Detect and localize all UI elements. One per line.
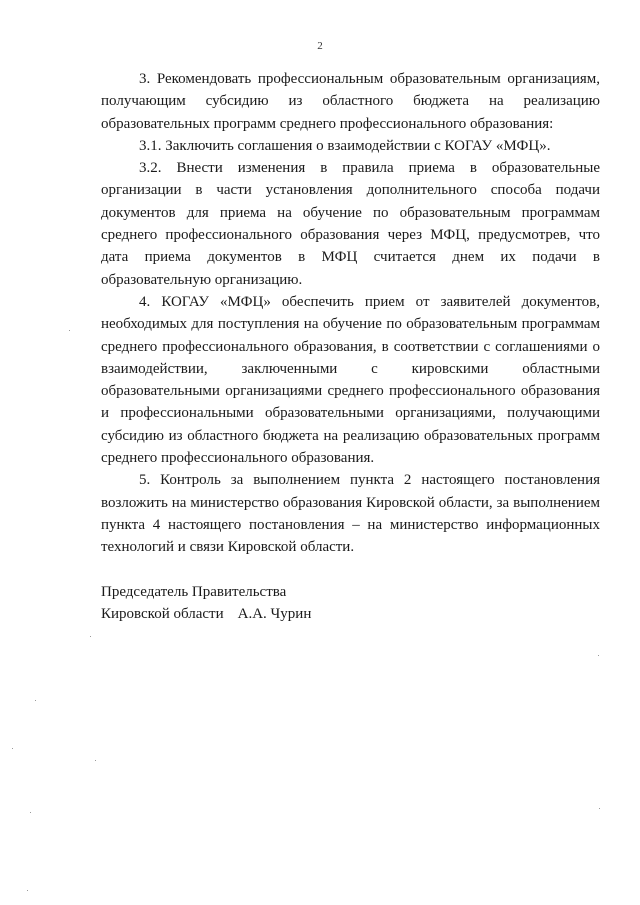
signatory-line: [101, 603, 311, 625]
signatory-region: Кировской области: [101, 606, 224, 622]
document-body: [101, 68, 600, 559]
scan-speck: [35, 700, 36, 701]
signatory-title: Председатель Правительства: [101, 584, 287, 600]
scan-speck: [90, 636, 91, 637]
paragraph-3: 3. Рекомендовать профессиональным образовательным организациям, получающим субсидию из областного бюджета на реализацию образовательных программ среднего профессионального образования:: [101, 71, 600, 132]
scan-speck: [599, 808, 600, 809]
paragraph-3-2: 3.2. Внести изменения в правила приема в образовательные организации в части установления дополнительного способа подачи документов для приема на обучение по образовательным программам среднего профессионального образования через МФЦ, предусмотрев, что дата приема документов в МФЦ считается днем их подачи в образовательную организацию.: [101, 160, 600, 288]
scan-speck: [30, 812, 31, 813]
scan-speck: [95, 760, 96, 761]
paragraph-5: 5. Контроль за выполнением пункта 2 настоящего постановления возложить на министерство образования Кировской области, за выполнением пункта 4 настоящего постановления – на министерство информационных технологий и связи Кировской области.: [101, 472, 600, 556]
scan-speck: [598, 655, 599, 656]
signatory-name: А.А. Чурин: [237, 606, 312, 622]
signature-block: [101, 581, 311, 625]
page-number: 2: [317, 40, 323, 52]
paragraph-4: 4. КОГАУ «МФЦ» обеспечить прием от заявителей документов, необходимых для поступления на обучение по образовательным программам среднего профессионального образования, в соответствии с соглашениями о взаимодействии, заключенными с кировскими областными образовательными организациями среднего профессионального образования и профессиональными образовательными организациями, получающими субсидию из областного бюджета на реализацию образовательных программ среднего профессионального образования.: [101, 293, 600, 467]
paragraph-3-1: 3.1. Заключить соглашения о взаимодействии с КОГАУ «МФЦ».: [139, 137, 551, 154]
scan-speck: [27, 890, 28, 891]
scan-speck: [69, 330, 70, 331]
scan-speck: [12, 748, 13, 749]
